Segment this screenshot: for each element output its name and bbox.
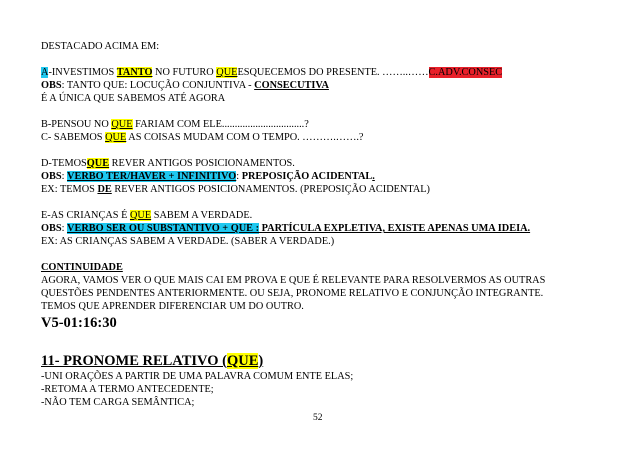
line-obs-verbo-ter <box>41 170 375 183</box>
heading-continuidade: CONTINUIDADE <box>41 262 123 273</box>
text: EX: TEMOS <box>41 184 98 195</box>
word-que: QUE <box>111 119 133 130</box>
text: : <box>236 171 242 182</box>
preposicao-acidental: PREPOSIÇÃO ACIDENTAL <box>241 171 373 182</box>
heading-pronome-relativo <box>41 353 263 370</box>
line-destacado: DESTACADO ACIMA EM: <box>41 41 160 52</box>
obs-label: OBS <box>41 80 62 91</box>
word-consecutiva: CONSECUTIVA <box>254 80 329 91</box>
text: -INVESTIMOS <box>48 67 117 78</box>
text: : TANTO QUE: LOCUÇÃO CONJUNTIVA - <box>61 80 255 91</box>
line-temos-que-aprender: TEMOS QUE APRENDER DIFERENCIAR UM DO OUTRO. <box>41 301 304 312</box>
line-a-investimos <box>41 66 502 79</box>
line-nao-tem-carga: -NÃO TEM CARGA SEMÂNTICA; <box>41 397 195 408</box>
text: ESQUECEMOS DO PRESENTE. ……..…… <box>237 67 429 78</box>
word-de: DE <box>97 184 112 195</box>
text: . <box>372 171 375 182</box>
line-retoma: -RETOMA A TERMO ANTECEDENTE; <box>41 384 214 395</box>
word-tanto: TANTO <box>116 67 153 78</box>
text: AS COISAS MUDAM COM O TEMPO. ……….…….? <box>126 132 364 143</box>
text: FARIAM COM ELE................................? <box>132 119 309 130</box>
text: REVER ANTIGOS POSICIONAMENTOS. <box>109 158 295 169</box>
line-ex-criancas: EX: AS CRIANÇAS SABEM A VERDADE. (SABER A VERDADE.) <box>41 236 335 247</box>
text: D-TEMOS <box>41 158 87 169</box>
text: E-AS CRIANÇAS É <box>41 210 130 221</box>
line-agora-vamos: AGORA, VAMOS VER O QUE MAIS CAI EM PROVA E QUE É RELEVANTE PARA RESOLVERMOS AS OUTRAS <box>41 275 546 286</box>
line-questoes-pendentes: QUESTÕES PENDENTES ANTERIORMENTE. OU SEJA, PRONOME RELATIVO E CONJUNÇÃO INTEGRANTE. <box>41 288 544 299</box>
line-obs-tanto-que <box>41 79 329 92</box>
line-e-criancas <box>41 209 252 222</box>
page-number: 52 <box>313 413 323 423</box>
text: ) <box>258 353 264 369</box>
verbo-ser-substantivo: VERBO SER OU SUBSTANTIVO + QUE : <box>67 223 260 234</box>
line-uni-oracoes: -UNI ORAÇÕES A PARTIR DE UMA PALAVRA COMUM ENTE ELAS; <box>41 371 354 382</box>
tag-cadvconsec: C.ADV.CONSEC <box>428 67 503 78</box>
text: NO FUTURO <box>152 67 217 78</box>
line-unica: É A ÚNICA QUE SABEMOS ATÉ AGORA <box>41 93 226 104</box>
text: B-PENSOU NO <box>41 119 112 130</box>
word-que: QUE <box>105 132 127 143</box>
text: 11- PRONOME RELATIVO ( <box>41 353 227 369</box>
word-que: QUE <box>86 158 110 169</box>
word-que: QUE <box>216 67 238 78</box>
obs-label: OBS <box>41 171 62 182</box>
line-ex-temos <box>41 183 430 196</box>
line-c-sabemos <box>41 131 364 144</box>
text: C- SABEMOS <box>41 132 106 143</box>
video-timestamp: V5-01:16:30 <box>41 315 117 331</box>
line-b-pensou <box>41 118 309 131</box>
particula-expletiva: PARTÍCULA EXPLETIVA, EXISTE APENAS UMA IDEIA. <box>259 223 531 234</box>
text: REVER ANTIGOS POSICIONAMENTOS. (PREPOSIÇÃO ACIDENTAL) <box>111 184 430 195</box>
word-que: QUE <box>129 210 152 221</box>
verbo-ter-haver: VERBO TER/HAVER + INFINITIVO <box>67 171 237 182</box>
line-d-temos <box>41 157 295 170</box>
text: : <box>61 223 68 234</box>
obs-label: OBS <box>41 223 62 234</box>
letter-a-highlight: A <box>41 67 49 78</box>
text: SABEM A VERDADE. <box>151 210 253 221</box>
text: : <box>61 171 68 182</box>
word-que: QUE <box>226 353 259 369</box>
line-obs-verbo-ser <box>41 222 530 235</box>
